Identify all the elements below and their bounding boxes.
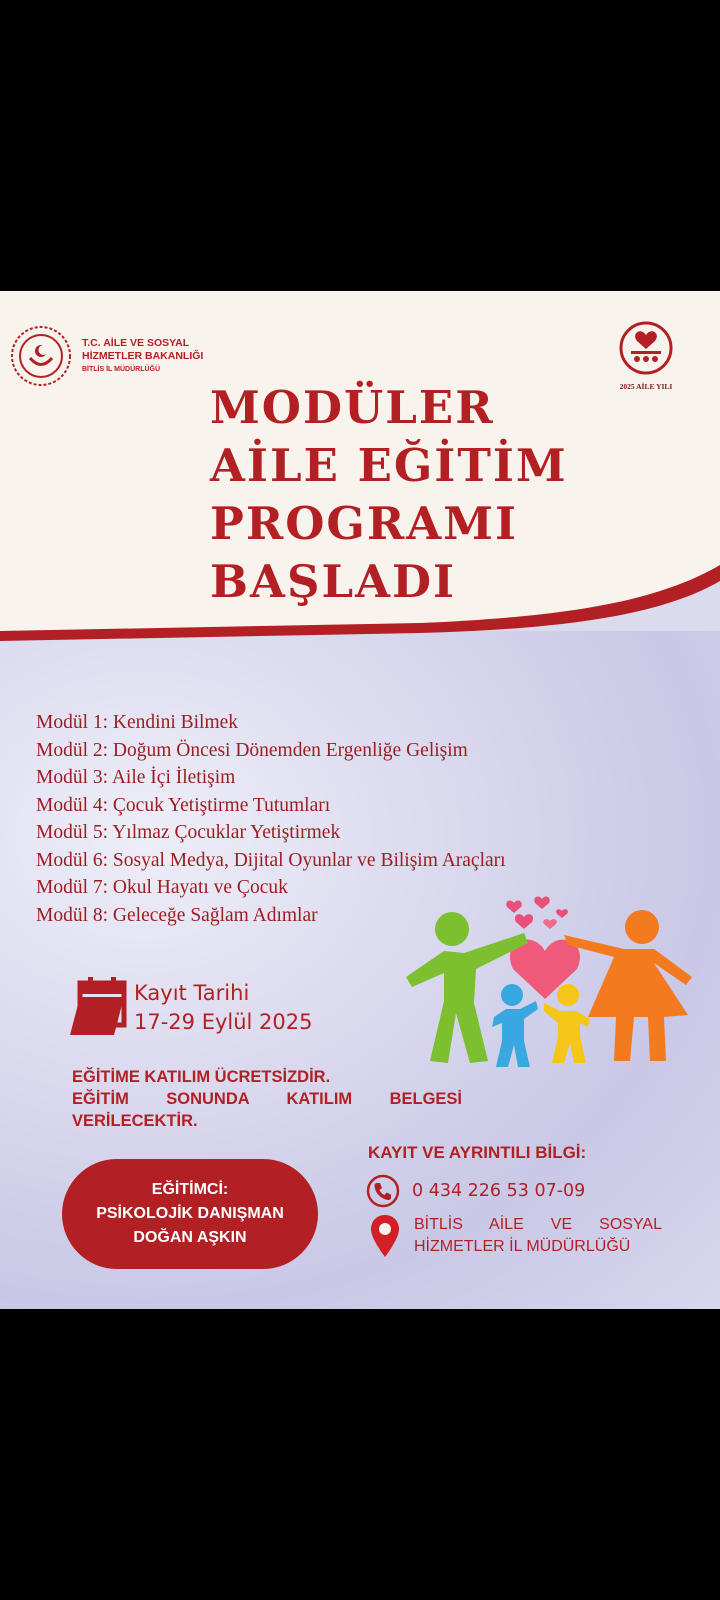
registration-info [66, 977, 313, 1039]
notice-line-1: EĞİTİME KATILIM ÜCRETSİZDİR. [72, 1068, 331, 1086]
family-year-emblem-icon [617, 321, 675, 375]
contact-title: KAYIT VE AYRINTILI BİLGİ: [368, 1143, 587, 1162]
registration-dates: 17-29 Eylül 2025 [134, 1010, 313, 1034]
notice-line-3: VERİLECEKTİR. [72, 1112, 198, 1130]
ministry-name [82, 337, 203, 376]
year-badge-label: 2025 AİLE YILI [619, 382, 673, 391]
title-line-3: PROGRAMI [210, 497, 519, 550]
family-illustration [404, 891, 694, 1071]
title-line-2: AİLE EĞİTİM [210, 439, 568, 492]
trainer-name: DOĞAN AŞKIN [133, 1229, 247, 1246]
module-item: Modül 6: Sosyal Medya, Dijital Oyunlar ve Bilişim Araçları [36, 849, 506, 871]
phone-icon [366, 1174, 400, 1208]
participation-notice [72, 1066, 462, 1132]
poster [0, 291, 720, 1309]
page-title [210, 379, 568, 611]
contact-address [370, 1214, 662, 1258]
trainer-badge [62, 1159, 318, 1269]
module-item: Modül 1: Kendini Bilmek [36, 712, 239, 733]
contact-phone [366, 1174, 585, 1208]
address-line-2: HİZMETLER İL MÜDÜRLÜĞÜ [414, 1238, 631, 1255]
calendar-icon [66, 977, 130, 1039]
ministry-emblem-icon [10, 325, 72, 387]
module-item: Modül 3: Aile İçi İletişim [36, 767, 236, 788]
notice-line-2: EĞİTİM SONUNDA KATILIM BELGESİ [72, 1090, 462, 1108]
module-item: Modül 2: Doğum Öncesi Dönemden Ergenliğe Gelişim [36, 739, 468, 761]
year-badge [608, 321, 684, 391]
registration-label: Kayıt Tarihi [134, 981, 250, 1005]
ministry-line-2: HİZMETLER BAKANLIĞI [82, 349, 204, 362]
module-item: Modül 7: Okul Hayatı ve Çocuk [36, 877, 288, 898]
trainer-title: PSİKOLOJİK DANIŞMAN [96, 1205, 284, 1222]
module-item: Modül 4: Çocuk Yetiştirme Tutumları [36, 794, 331, 816]
location-pin-icon [370, 1214, 400, 1258]
module-item: Modül 5: Yılmaz Çocuklar Yetiştirmek [36, 822, 341, 843]
title-line-4: BAŞLADI [210, 555, 457, 608]
trainer-label: EĞİTİMCİ: [151, 1181, 229, 1198]
phone-number[interactable]: 0 434 226 53 07-09 [412, 1181, 586, 1201]
ministry-logo-block [10, 325, 203, 387]
module-item: Modül 8: Geleceğe Sağlam Adımlar [36, 904, 318, 926]
ministry-line-3: BİTLİS İL MÜDÜRLÜĞÜ [82, 365, 161, 373]
title-line-1: MODÜLER [210, 381, 495, 434]
address-line-1: BİTLİS AİLE VE SOSYAL [414, 1216, 662, 1233]
ministry-line-1: T.C. AİLE VE SOSYAL [82, 336, 190, 349]
